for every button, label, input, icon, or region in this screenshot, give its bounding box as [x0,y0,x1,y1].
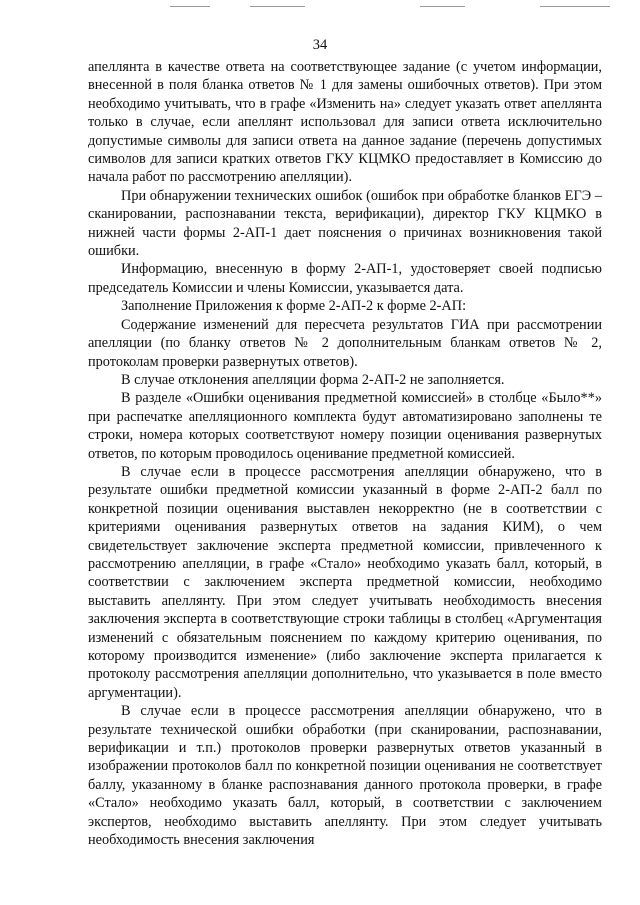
scan-mark [250,6,305,7]
paragraph: В случае отклонения апелляции форма 2-АП-2 не заполняется. [121,371,505,388]
scan-mark [170,6,210,7]
paragraph: апеллянта в качестве ответа на соответствующее задание (с учетом информации, внесенной в поля бланка ответов № 1 для замены ошибочных ответов). При этом необходимо учитывать, что в графе «Изменить на» следует указать ответ апеллянта только в случае, если апеллянт использовал для записи ответа исключительно допустимые символы для записи ответа на данное задание (перечень допустимых символов для записи кратких ответов ГКУ КЦМКО предоставляет в Комиссию до начала работ по рассмотрению апелляции). [88,59,602,186]
paragraph: В случае если в процессе рассмотрения апелляции обнаружено, что в результате технической ошибки обработки (при сканировании, распознавании, верификации и т.п.) протоколов проверки развернутых ответов указанный в изображении протоколов балл по конкретной позиции оценивания не соответствует баллу, указанному в бланке распознавания данного протокола проверки, в графе «Стало» необходимо указать балл, который, в соответствии с заключением экспертов, необходимо выставить апеллянту. При этом следует учитывать необходимость внесения заключения [88,703,602,849]
paragraph: В случае если в процессе рассмотрения апелляции обнаружено, что в результате ошибки предметной комиссии указанный в форме 2-АП-2 балл по конкретной позиции оценивания выставлен некорректно (не в соответствии с критериями оценивания развернутых ответов на задания КИМ), о чем свидетельствует заключение эксперта предметной комиссии, привлеченного к рассмотрению апелляции, в графе «Стало» необходимо указать балл, который, в соответствии с заключением эксперта предметной комиссии, необходимо выставить апеллянту. При этом следует учитывать необходимость внесения заключения эксперта в соответствующие строки таблицы в столбец «Аргументация изменений с обязательным пояснением по каждому критерию оценивания, по которому производится изменение» (либо заключение эксперта прилагается к протоколу рассмотрения апелляции дополнительно, что указывается в поле вместо аргументации). [88,463,602,701]
scan-mark [420,6,465,7]
page-number: 34 [312,37,328,53]
paragraph: Информацию, внесенную в форму 2-АП-1, удостоверяет своей подписью председатель Комиссии и члены Комиссии, указывается дата. [88,261,602,296]
paragraph: Содержание изменений для пересчета результатов ГИА при рассмотрении апелляции (по бланку ответов № 2 дополнительным бланкам ответов № 2, протоколам проверки развернутых ответов). [88,316,602,370]
document-body [88,58,602,849]
scan-mark [540,6,610,7]
paragraph: При обнаружении технических ошибок (ошибок при обработке бланков ЕГЭ – сканировании, распознавании текста, верификации), директор ГКУ КЦМКО в нижней части формы 2-АП-1 дает пояснения о причинах возникновения такой ошибки. [88,187,602,260]
paragraph: В разделе «Ошибки оценивания предметной комиссией» в столбце «Было**» при распечатке апелляционного комплекта будут автоматизировано заполнены те строки, номера которых соответствуют номеру позиции оценивания развернутых ответов, по которым проводилось оценивание предметной комиссией. [88,390,602,462]
paragraph: Заполнение Приложения к форме 2-АП-2 к форме 2-АП: [121,298,467,315]
scan-artifact-marks [0,6,640,12]
